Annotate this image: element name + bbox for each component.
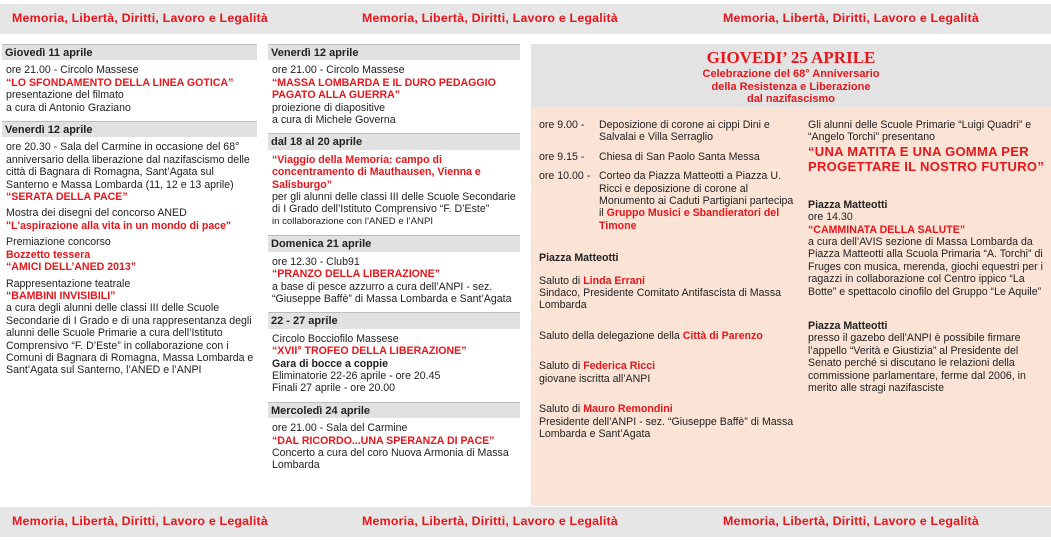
event-title: Bozzetto tessera [6,248,91,261]
date-header: Mercoledì 24 aprile [268,402,520,418]
event-text: a cura degli alunni delle classi III delle Scuole Secondarie di I Grado e di una rappresentanza degli alunni delle Scuole Primarie a cura dell’Istituto Comprensivo “F. D’Este” in collaborazione con i Comuni di Bagnara di Romagna, Massa Lombarda e Sant’Agata sul Santerno, l’ANED e l’ANPI [6,302,254,377]
schedule-time: ore 9.00 - [539,119,585,131]
event-time: ore 21.00 - Circolo Massese [272,64,405,77]
date-header: Domenica 21 aprile [268,235,520,251]
schedule-highlight: Gruppo Musici e Sbandieratori del Timone [599,207,780,232]
event-text: Concerto a cura del coro Nuova Armonia di Massa Lombarda [272,446,509,472]
panel-column-left [539,119,799,440]
event-title: "L'aspirazione alla vita in un mondo di pace" [6,219,232,232]
greeting: Saluto di Linda Errani [539,274,645,287]
program-column-1 [2,44,257,377]
location-heading: Piazza Matteotti [808,320,888,333]
event-block [2,64,257,114]
greeting: Saluto di Mauro Remondini [539,403,673,416]
event-block [268,422,520,472]
event-time: ore 14.30 [808,211,853,224]
event-time: ore 21.00 - Sala del Carmine [272,422,408,435]
panel-title-box [531,44,1051,107]
event-text: Finali 27 aprile - ore 20.00 [272,382,396,395]
panel-title: GIOVEDI’ 25 APRILE [706,48,876,67]
event-text: per gli alunni delle classi III delle Scuole Secondarie di I Grado dell’Istituto Comprensivo “F. D’Este” [272,191,516,216]
schedule-text: Deposizione di corone ai cippi Dini e Salvalai e Villa Serraglio [599,119,770,144]
event-text: a cura dell’AVIS sezione di Massa Lombarda da Piazza Matteotti alla Scuola Primaria “A. Torchi” di Fruges con musica, merenda, giochi equestri per i ragazzi in collaborazione col Centro ippico “La Botte” e spettacolo cinofilo del Gruppo “Le Aquile” [808,236,1043,298]
location-heading: Piazza Matteotti [808,198,888,211]
event-text: a base di pesce azzurro a cura dell’ANPI - sez. “Giuseppe Baffè” di Massa Lombarda e Sant’Agata [272,280,512,305]
event-title: “MASSA LOMBARDA E IL DURO PEDAGGIO PAGATO ALLA GUERRA” [272,76,496,102]
event-title: “AMICI DELL’ANED 2013” [6,261,137,274]
event-title: “PRANZO DELLA LIBERAZIONE” [272,268,440,281]
date-header: Venerdì 12 aprile [268,44,520,60]
program-column-2 [268,44,520,472]
event-text: Premiazione concorso [6,236,111,249]
event-text: ore 20.30 - Sala del Carmine in occasione del 68° anniversario della liberazione dal nazifascismo delle città di Bagnara di Romagna, Sant’Agata sul Santerno e Massa Lombarda (11, 12 e 13 aprile) [6,141,250,191]
event-text: presso il gazebo dell’ANPI è possibile firmare l’appello “Verità e Giustizia” al Presidente del Senato perché si discutano le relazioni della commissione parlamentare, ferme dal 2006, in merito alle stragi nazifasciste [808,332,1026,395]
event-title: “SERATA DELLA PACE” [6,191,128,204]
panel-subtitle: della Resistenza e Liberazione [711,80,871,93]
date-header: Venerdì 12 aprile [2,121,257,137]
schedule-item [539,119,799,144]
event-text: Circolo Bocciofilo Massese [272,332,399,345]
event-title: “DAL RICORDO...UNA SPERANZA DI PACE” [272,434,495,447]
event-text: Gli alunni delle Scuole Primarie “Luigi Quadri” e “Angelo Torchi” presentano [808,119,1032,144]
event-text: Mostra dei disegni del concorso ANED [6,207,187,220]
banner-slogan: Memoria, Libertà, Diritti, Lavoro e Legalità [362,11,618,25]
banner-slogan: Memoria, Libertà, Diritti, Lavoro e Legalità [362,514,618,528]
event-block [268,256,520,306]
date-header: 22 - 27 aprile [268,312,520,328]
event-title: “CAMMINATA DELLA SALUTE” [808,223,966,236]
april-25-panel [531,44,1051,506]
schedule-text: Corteo da Piazza Matteotti a Piazza U. Ricci e deposizione di corone al Monumento ai Caduti Partigiani partecipa il [599,170,794,220]
schedule-item [539,151,799,163]
event-time: ore 12.30 - Club91 [272,255,360,268]
greeting-text: Presidente dell’ANPI - sez. “Giuseppe Baffè” di Massa Lombarda e Sant’Agata [539,415,794,440]
top-banner [0,4,1051,34]
event-text: a cura di Antonio Graziano [6,101,131,114]
banner-slogan: Memoria, Libertà, Diritti, Lavoro e Legalità [723,514,979,528]
banner-slogan: Memoria, Libertà, Diritti, Lavoro e Legalità [12,514,268,528]
event-time: ore 21.00 - Circolo Massese [6,64,139,77]
event-text: Rappresentazione teatrale [6,277,131,290]
event-block [268,333,520,395]
date-header: Giovedì 11 aprile [2,44,257,60]
greeting: Saluto di Federica Ricci [539,360,656,373]
schedule-time: ore 10.00 - [539,170,591,183]
date-header: dal 18 al 20 aprile [268,133,520,149]
banner-slogan: Memoria, Libertà, Diritti, Lavoro e Legalità [723,11,979,25]
event-block [268,154,520,228]
event-text: Eliminatorie 22-26 aprile - ore 20.45 [272,369,441,382]
event-title: “XVII° TROFEO DELLA LIBERAZIONE” [272,345,467,358]
event-subtitle: Gara di bocce a coppie [272,357,388,370]
bottom-banner [0,507,1051,537]
panel-column-right [808,119,1048,395]
event-title: “LO SFONDAMENTO DELLA LINEA GOTICA” [6,76,234,89]
event-title: “Viaggio della Memoria: campo di concentramento di Mauthausen, Vienna e Salisburgo” [272,153,481,191]
greeting: Saluto della delegazione della Città di Parenzo [539,329,763,342]
greeting-text: giovane iscritta all’ANPI [539,372,651,385]
event-text: proiezione di diapositive [272,101,386,114]
greeting-text: Sindaco, Presidente Comitato Antifascista di Massa Lombarda [539,287,782,312]
event-block [268,64,520,126]
event-block [2,141,257,376]
panel-subtitle: Celebrazione del 68° Anniversario [702,68,880,80]
location-heading: Piazza Matteotti [539,252,619,265]
event-text: in collaborazione con l’ANED e l’ANPI [272,215,434,227]
event-title: “UNA MATITA E UNA GOMMA PER PROGETTARE IL NOSTRO FUTURO” [808,143,1045,174]
schedule-text: Chiesa di San Paolo Santa Messa [599,150,760,163]
event-text: a cura di Michele Governa [272,114,396,127]
event-text: presentazione del filmato [6,89,124,102]
schedule-item [539,170,799,232]
event-title: “BAMBINI INVISIBILI” [6,289,116,302]
schedule-time: ore 9.15 - [539,150,585,163]
banner-slogan: Memoria, Libertà, Diritti, Lavoro e Legalità [12,11,268,25]
panel-subtitle: dal nazifascismo [746,93,836,105]
